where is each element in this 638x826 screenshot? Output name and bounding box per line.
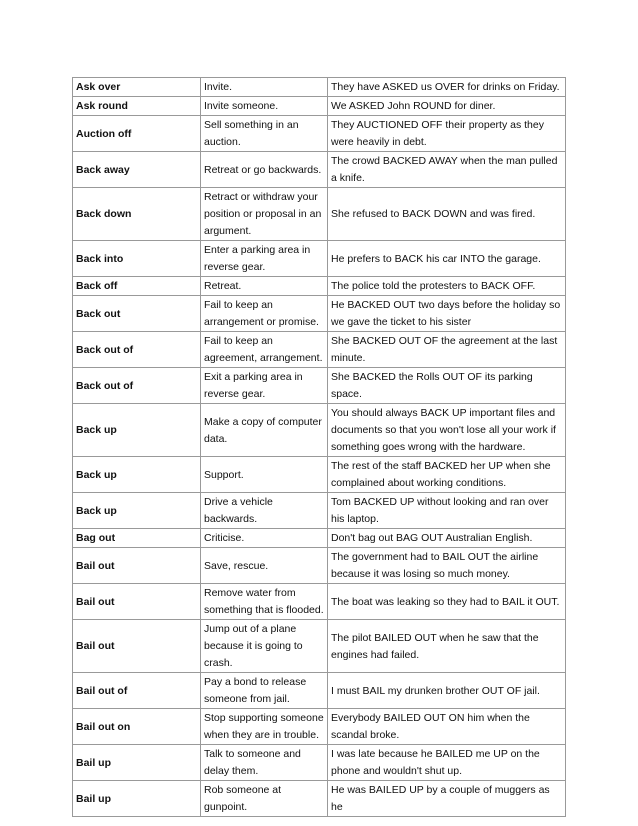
phrasal-verb-cell: Bail out	[73, 620, 201, 673]
table-row	[73, 188, 566, 241]
table-row	[73, 781, 566, 817]
meaning-cell: Retract or withdraw your position or proposal in an argument.	[201, 188, 328, 241]
table-row	[73, 673, 566, 709]
example-cell: She BACKED the Rolls OUT OF its parking space.	[328, 368, 566, 404]
table-row	[73, 584, 566, 620]
phrasal-verb-cell: Bail up	[73, 745, 201, 781]
meaning-cell: Support.	[201, 457, 328, 493]
example-cell: They have ASKED us OVER for drinks on Friday.	[328, 78, 566, 97]
phrasal-verb-cell: Back up	[73, 457, 201, 493]
example-cell: Tom BACKED UP without looking and ran over his laptop.	[328, 493, 566, 529]
phrasal-verb-cell: Back up	[73, 493, 201, 529]
example-cell: He was BAILED UP by a couple of muggers as he	[328, 781, 566, 817]
example-cell: Don't bag out BAG OUT Australian English.	[328, 529, 566, 548]
meaning-cell: Fail to keep an agreement, arrangement.	[201, 332, 328, 368]
table-row	[73, 368, 566, 404]
table-body	[73, 78, 566, 817]
meaning-cell: Make a copy of computer data.	[201, 404, 328, 457]
example-cell: The crowd BACKED AWAY when the man pulled a knife.	[328, 152, 566, 188]
meaning-cell: Enter a parking area in reverse gear.	[201, 241, 328, 277]
table-row	[73, 296, 566, 332]
meaning-cell: Rob someone at gunpoint.	[201, 781, 328, 817]
meaning-cell: Exit a parking area in reverse gear.	[201, 368, 328, 404]
table-row	[73, 457, 566, 493]
table-row	[73, 277, 566, 296]
table-row	[73, 152, 566, 188]
phrasal-verb-cell: Bail out of	[73, 673, 201, 709]
table-row	[73, 709, 566, 745]
table-row	[73, 241, 566, 277]
phrasal-verb-cell: Back away	[73, 152, 201, 188]
meaning-cell: Drive a vehicle backwards.	[201, 493, 328, 529]
example-cell: I must BAIL my drunken brother OUT OF jail.	[328, 673, 566, 709]
phrasal-verb-cell: Bag out	[73, 529, 201, 548]
phrasal-verb-cell: Back out of	[73, 368, 201, 404]
phrasal-verb-cell: Bail out	[73, 548, 201, 584]
example-cell: The government had to BAIL OUT the airline because it was losing so much money.	[328, 548, 566, 584]
meaning-cell: Invite someone.	[201, 97, 328, 116]
table-row	[73, 620, 566, 673]
example-cell: She BACKED OUT OF the agreement at the last minute.	[328, 332, 566, 368]
meaning-cell: Sell something in an auction.	[201, 116, 328, 152]
meaning-cell: Talk to someone and delay them.	[201, 745, 328, 781]
example-cell: The police told the protesters to BACK OFF.	[328, 277, 566, 296]
meaning-cell: Stop supporting someone when they are in trouble.	[201, 709, 328, 745]
example-cell: The pilot BAILED OUT when he saw that the engines had failed.	[328, 620, 566, 673]
example-cell: They AUCTIONED OFF their property as they were heavily in debt.	[328, 116, 566, 152]
meaning-cell: Retreat.	[201, 277, 328, 296]
phrasal-verb-cell: Back out of	[73, 332, 201, 368]
example-cell: She refused to BACK DOWN and was fired.	[328, 188, 566, 241]
table-row	[73, 404, 566, 457]
meaning-cell: Invite.	[201, 78, 328, 97]
phrasal-verb-cell: Ask round	[73, 97, 201, 116]
meaning-cell: Pay a bond to release someone from jail.	[201, 673, 328, 709]
table-row	[73, 529, 566, 548]
table-row	[73, 97, 566, 116]
meaning-cell: Fail to keep an arrangement or promise.	[201, 296, 328, 332]
table-row	[73, 745, 566, 781]
phrasal-verbs-table	[72, 77, 566, 817]
example-cell: Everybody BAILED OUT ON him when the scandal broke.	[328, 709, 566, 745]
example-cell: You should always BACK UP important files and documents so that you won't lose all your work if something goes wrong with the hardware.	[328, 404, 566, 457]
table-row	[73, 332, 566, 368]
example-cell: He prefers to BACK his car INTO the garage.	[328, 241, 566, 277]
meaning-cell: Save, rescue.	[201, 548, 328, 584]
phrasal-verb-cell: Back up	[73, 404, 201, 457]
table-row	[73, 548, 566, 584]
phrasal-verb-cell: Bail out	[73, 584, 201, 620]
meaning-cell: Criticise.	[201, 529, 328, 548]
table-row	[73, 493, 566, 529]
phrasal-verb-cell: Bail out on	[73, 709, 201, 745]
example-cell: He BACKED OUT two days before the holiday so we gave the ticket to his sister	[328, 296, 566, 332]
meaning-cell: Retreat or go backwards.	[201, 152, 328, 188]
phrasal-verb-cell: Auction off	[73, 116, 201, 152]
phrasal-verb-cell: Ask over	[73, 78, 201, 97]
example-cell: I was late because he BAILED me UP on the phone and wouldn't shut up.	[328, 745, 566, 781]
table-row	[73, 78, 566, 97]
meaning-cell: Jump out of a plane because it is going to crash.	[201, 620, 328, 673]
phrasal-verb-cell: Back off	[73, 277, 201, 296]
phrasal-verb-cell: Back into	[73, 241, 201, 277]
meaning-cell: Remove water from something that is flooded.	[201, 584, 328, 620]
phrasal-verb-cell: Back out	[73, 296, 201, 332]
table-row	[73, 116, 566, 152]
phrasal-verb-cell: Back down	[73, 188, 201, 241]
example-cell: The rest of the staff BACKED her UP when she complained about working conditions.	[328, 457, 566, 493]
example-cell: The boat was leaking so they had to BAIL it OUT.	[328, 584, 566, 620]
phrasal-verb-cell: Bail up	[73, 781, 201, 817]
example-cell: We ASKED John ROUND for diner.	[328, 97, 566, 116]
